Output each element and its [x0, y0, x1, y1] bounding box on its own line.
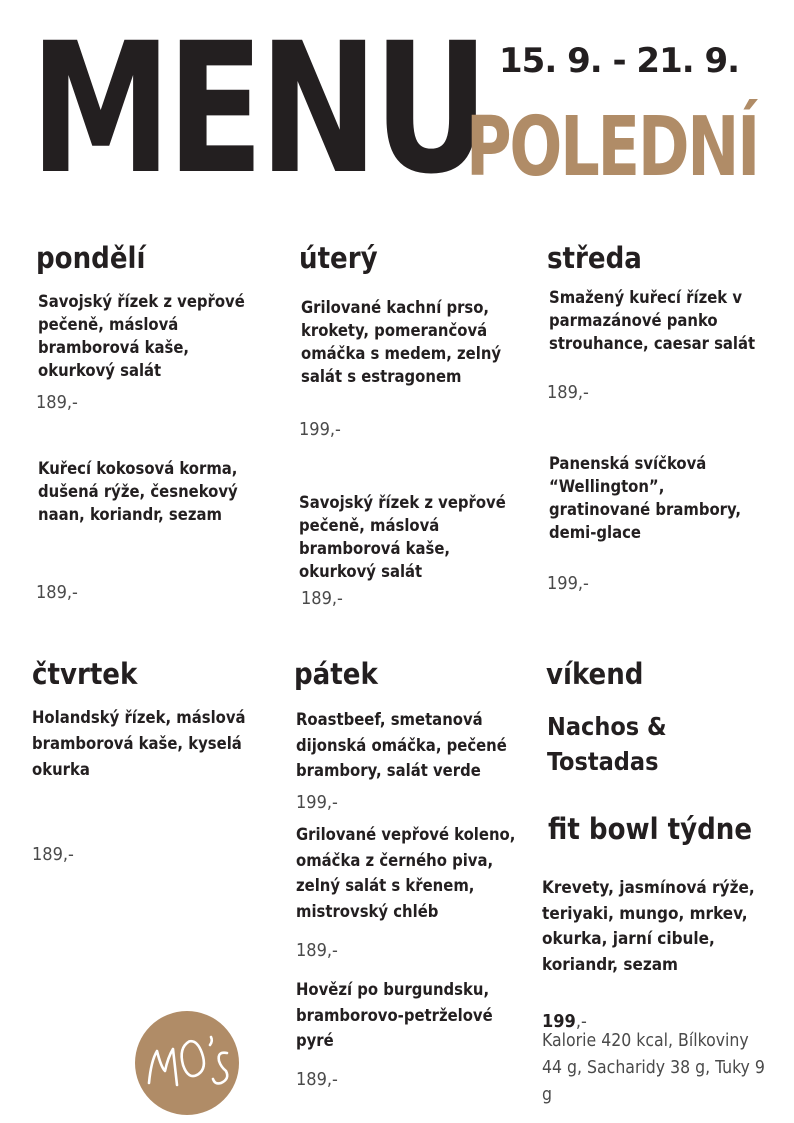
brand-logo	[135, 1011, 239, 1115]
day-heading-wednesday: středa	[547, 241, 642, 275]
week-dates: 15. 9. - 21. 9.	[499, 41, 740, 81]
weekend-special: Nachos & Tostadas	[547, 712, 667, 776]
dish-tuesday-1: Grilované kachní prso, krokety, pomerančová omáčka s medem, zelný salát s estragonem	[301, 298, 502, 386]
price-tuesday-2: 189,-	[301, 588, 343, 609]
price-friday-2: 189,-	[296, 940, 338, 961]
fit-bowl-price-suffix: ,-	[575, 1011, 587, 1032]
fit-bowl-dish: Krevety, jasmínová rýže, teriyaki, mungo, mrkev, okurka, jarní cibule, koriandr, sezam	[542, 878, 755, 975]
price-wednesday-2: 199,-	[547, 573, 589, 594]
dish-friday-3: Hovězí po burgundsku, bramborovo-petrželové pyré	[296, 980, 493, 1050]
day-heading-tuesday: úterý	[299, 241, 378, 275]
dish-wednesday-2: Panenská svíčková “Wellington”, gratinované brambory, demi-glace	[549, 454, 742, 542]
day-heading-monday: pondělí	[36, 241, 146, 275]
day-heading-weekend: víkend	[546, 657, 644, 691]
price-monday-1: 189,-	[36, 392, 78, 413]
dish-monday-2: Kuřecí kokosová korma, dušená rýže, česnekový naan, koriandr, sezam	[38, 459, 238, 524]
dish-tuesday-2: Savojský řízek z vepřové pečeně, máslová bramborová kaše, okurkový salát	[299, 493, 506, 581]
day-heading-thursday: čtvrtek	[32, 657, 138, 691]
day-heading-friday: pátek	[294, 657, 378, 691]
dish-friday-1: Roastbeef, smetanová dijonská omáčka, pečené brambory, salát verde	[296, 710, 507, 780]
fit-bowl-nutrition: Kalorie 420 kcal, Bílkoviny 44 g, Sacharidy 38 g, Tuky 9 g	[542, 1031, 765, 1105]
price-friday-1: 199,-	[296, 792, 338, 813]
dish-monday-1: Savojský řízek z vepřové pečeně, máslová bramborová kaše, okurkový salát	[38, 292, 245, 380]
fit-bowl-price-number: 199	[542, 1011, 576, 1032]
price-wednesday-1: 189,-	[547, 382, 589, 403]
price-tuesday-1: 199,-	[299, 419, 341, 440]
price-thursday-1: 189,-	[32, 844, 74, 865]
dish-friday-2: Grilované vepřové koleno, omáčka z černého piva, zelný salát s křenem, mistrovský chléb	[296, 825, 516, 921]
price-friday-3: 189,-	[296, 1069, 338, 1090]
menu-title: MENU	[30, 5, 485, 214]
brand-logo-mark	[135, 1011, 239, 1115]
menu-subtitle: POLEDNÍ	[466, 100, 759, 195]
dish-thursday-1: Holandský řízek, máslová bramborová kaše, kyselá okurka	[32, 708, 246, 779]
fit-bowl-heading: fit bowl týdne	[548, 812, 753, 846]
dish-wednesday-1: Smažený kuřecí řízek v parmazánové panko strouhance, caesar salát	[549, 288, 756, 353]
price-monday-2: 189,-	[36, 582, 78, 603]
